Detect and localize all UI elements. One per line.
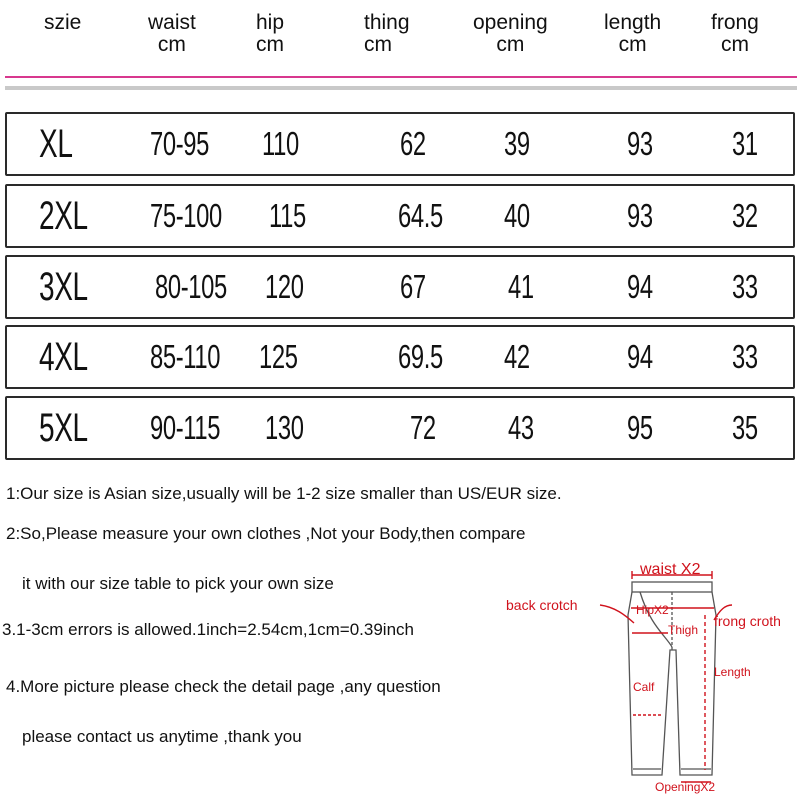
table-top-rule xyxy=(5,86,797,90)
note-1: 1:Our size is Asian size,usually will be 1-2 size smaller than US/EUR size. xyxy=(6,484,562,503)
header-front: frong cm xyxy=(711,11,759,56)
waist-cell: 85-110 xyxy=(150,338,221,375)
note-2-continued: it with our size table to pick your own size xyxy=(22,574,334,593)
hip-cell: 120 xyxy=(265,268,304,305)
waist-cell: 70-95 xyxy=(150,125,209,162)
thigh-label: Thigh xyxy=(668,623,699,637)
front-cell: 33 xyxy=(732,338,758,375)
length-cell: 93 xyxy=(627,125,653,162)
header-divider xyxy=(5,76,797,78)
header-length: length cm xyxy=(604,11,662,56)
waist-cell: 80-105 xyxy=(155,268,227,305)
table-row xyxy=(5,255,795,319)
opening-cell: 40 xyxy=(504,197,530,234)
table-row xyxy=(5,325,795,389)
hip-cell: 110 xyxy=(262,125,299,162)
note-4-continued: please contact us anytime ,thank you xyxy=(22,727,302,746)
thigh-cell: 62 xyxy=(400,125,426,162)
opening-cell: 43 xyxy=(508,409,534,446)
pants-outline-icon xyxy=(500,555,800,800)
table-row xyxy=(5,184,795,248)
header-opening: opening cm xyxy=(473,11,548,56)
note-3: 3.1-3cm errors is allowed.1inch=2.54cm,1cm=0.39inch xyxy=(2,620,414,639)
size-cell: 2XL xyxy=(39,194,88,238)
hip-label: HipX2 xyxy=(636,603,669,617)
front-cell: 35 xyxy=(732,409,758,446)
size-cell: 5XL xyxy=(39,406,88,450)
hip-cell: 115 xyxy=(269,197,306,234)
length-cell: 94 xyxy=(627,338,653,375)
calf-label: Calf xyxy=(633,680,655,694)
waist-label: waist X2 xyxy=(640,561,701,578)
table-row xyxy=(5,112,795,176)
opening-cell: 42 xyxy=(504,338,530,375)
length-cell: 93 xyxy=(627,197,653,234)
waist-cell: 90-115 xyxy=(150,409,221,446)
thigh-cell: 72 xyxy=(410,409,436,446)
table-row xyxy=(5,396,795,460)
length-cell: 95 xyxy=(627,409,653,446)
size-cell: XL xyxy=(39,122,73,166)
size-cell: 3XL xyxy=(39,265,88,309)
front-cell: 33 xyxy=(732,268,758,305)
opening-cell: 39 xyxy=(504,125,530,162)
back-crotch-label: back crotch xyxy=(506,597,578,613)
hip-cell: 125 xyxy=(259,338,298,375)
front-crotch-label: frong croth xyxy=(714,613,781,629)
header-waist: waist cm xyxy=(148,11,196,56)
header-thigh: thing cm xyxy=(364,11,410,56)
note-2: 2:So,Please measure your own clothes ,Not your Body,then compare xyxy=(6,524,526,543)
length-label: Length xyxy=(714,665,751,679)
note-4: 4.More picture please check the detail page ,any question xyxy=(6,677,441,696)
thigh-cell: 69.5 xyxy=(398,338,443,375)
opening-label: OpeningX2 xyxy=(655,780,716,794)
hip-cell: 130 xyxy=(265,409,304,446)
thigh-cell: 67 xyxy=(400,268,426,305)
size-cell: 4XL xyxy=(39,335,88,379)
header-hip: hip cm xyxy=(256,11,285,56)
front-cell: 31 xyxy=(732,125,758,162)
front-cell: 32 xyxy=(732,197,758,234)
pants-measurement-diagram xyxy=(500,555,800,800)
thigh-cell: 64.5 xyxy=(398,197,443,234)
header-size: szie xyxy=(44,11,82,34)
waist-cell: 75-100 xyxy=(150,197,222,234)
opening-cell: 41 xyxy=(508,268,534,305)
length-cell: 94 xyxy=(627,268,653,305)
